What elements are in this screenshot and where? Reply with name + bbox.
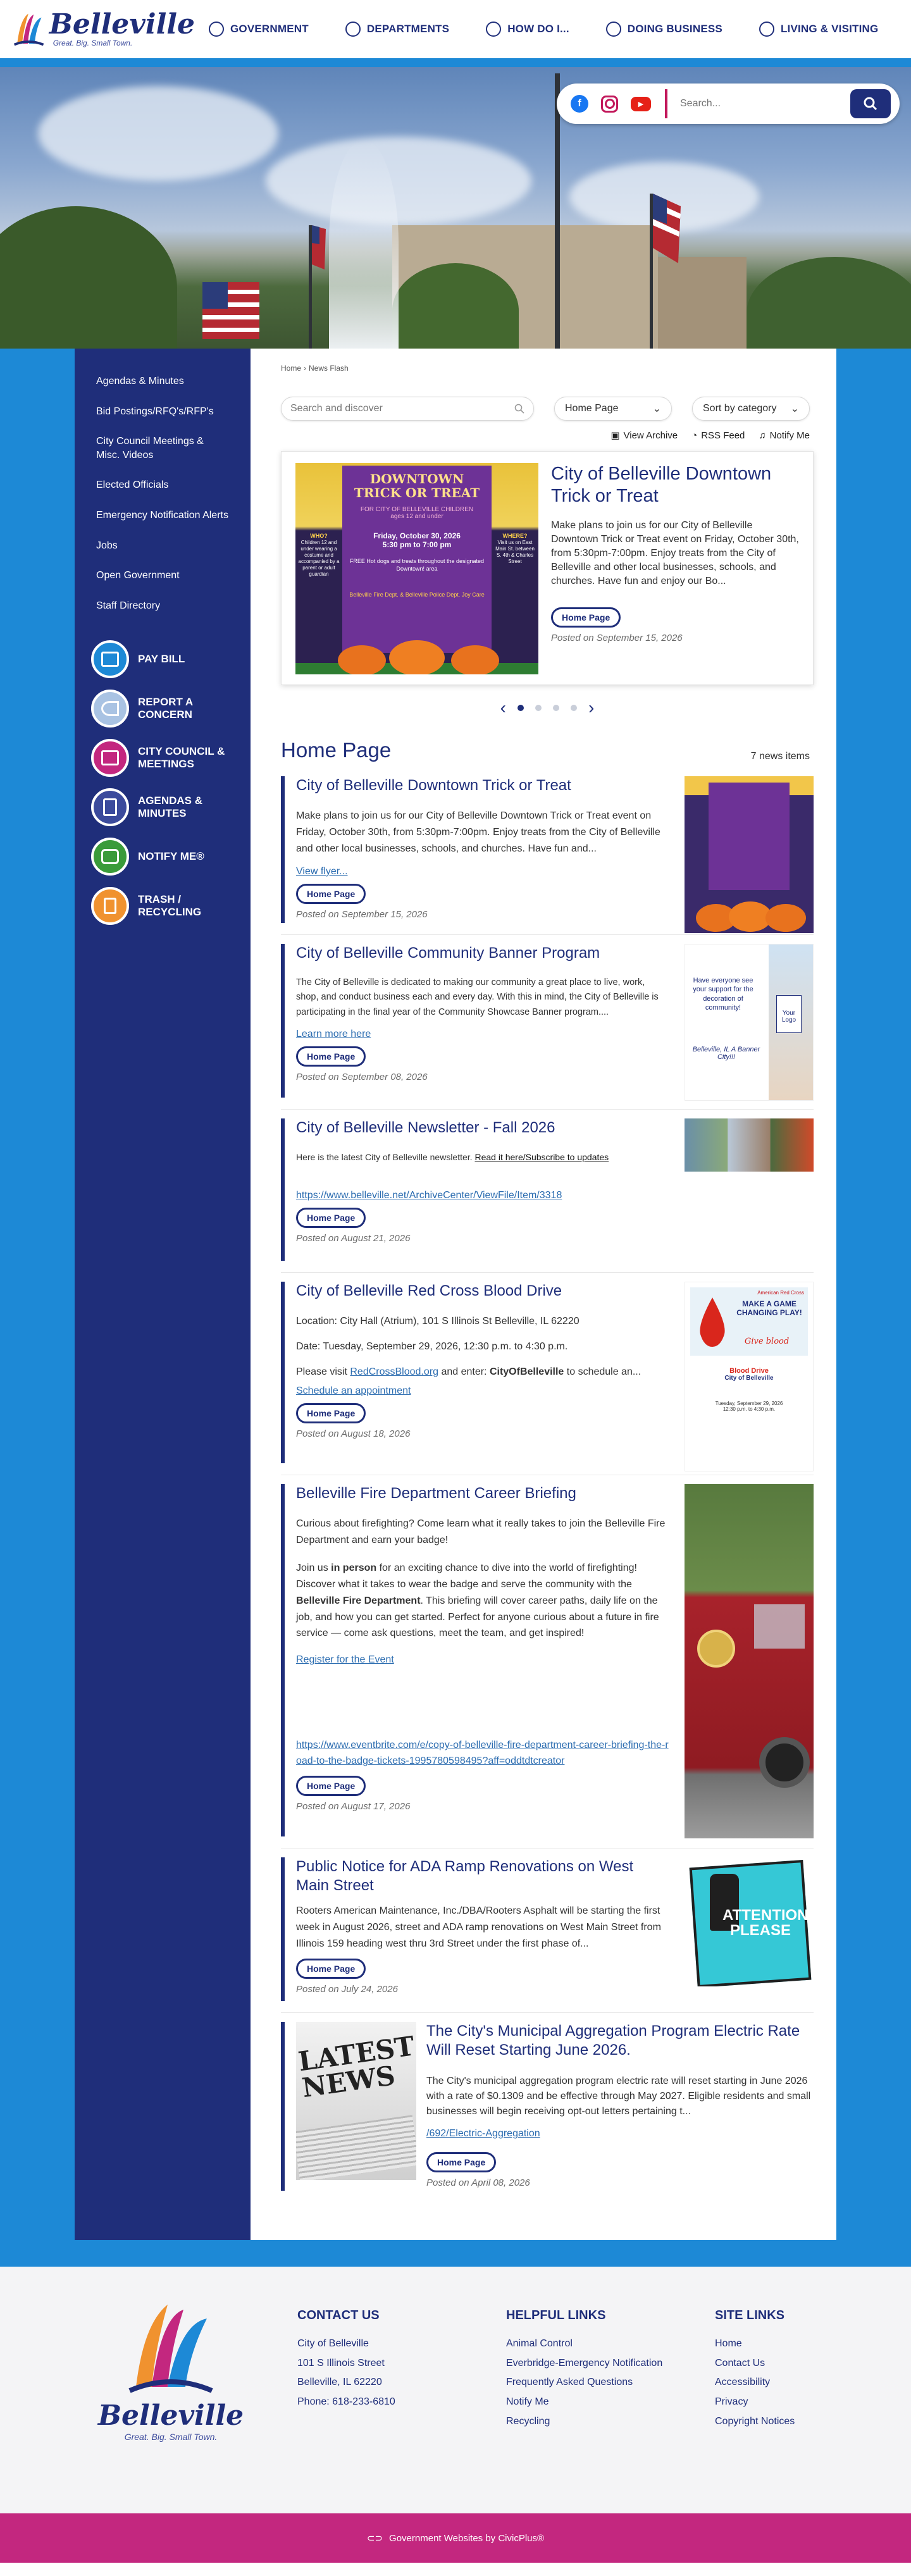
fire-text-c: for an exciting chance to dive into the world of firefighting! Discover what it takes to wear the badge and serve the community with the xyxy=(296,1562,637,1590)
civicplus-link[interactable]: Government Websites by CivicPlus® xyxy=(389,2532,545,2544)
footer-tagline: Great. Big. Small Town. xyxy=(124,2432,218,2442)
fire-description xyxy=(296,1560,669,1642)
flyer-line1: Blood Drive xyxy=(729,1367,769,1375)
site-header xyxy=(0,0,911,67)
banner-caption: Belleville, IL A Banner City!!! xyxy=(692,1046,760,1061)
content-band xyxy=(0,349,911,2240)
trick-or-treat-poster xyxy=(295,463,538,674)
rss-feed-link[interactable] xyxy=(691,430,745,441)
footer-contact-line: City of Belleville xyxy=(297,2338,369,2349)
news-title[interactable]: City of Belleville Community Banner Program xyxy=(296,944,600,962)
poster-footer: Belleville Fire Dept. & Belleville Police Dept. Joy Care xyxy=(349,591,485,598)
quick-link-label: PAY BILL xyxy=(138,653,185,666)
featured-title[interactable]: City of Belleville Downtown Trick or Treat xyxy=(551,464,772,506)
news-summary: Rooters American Maintenance, Inc./DBA/Rooters Asphalt will be starting the first week in August 2026, street and ADA ramp renovations on West Main Street from Illinois 159 heading west thru 3rd Street under the first phase of... xyxy=(296,1905,661,1949)
footer-link-faq[interactable]: Frequently Asked Questions xyxy=(506,2377,633,2388)
american-flag-icon xyxy=(202,282,259,339)
news-title[interactable]: The City's Municipal Aggregation Program Electric Rate Will Reset Starting June 2026. xyxy=(426,2022,800,2059)
news-title[interactable]: Belleville Fire Department Career Briefing xyxy=(296,1485,576,1502)
news-title[interactable]: City of Belleville Newsletter - Fall 2026 xyxy=(296,1119,555,1136)
flyer-line2: City of Belleville xyxy=(724,1375,774,1382)
news-title[interactable]: City of Belleville Downtown Trick or Treat xyxy=(296,777,571,794)
poster-sub2: ages 12 and under xyxy=(390,513,443,520)
news-link[interactable]: Learn more here xyxy=(296,1029,371,1040)
logo-wordmark: Belleville xyxy=(49,8,195,40)
quick-link-label: NOTIFY ME® xyxy=(138,850,204,863)
hero-toolbar xyxy=(557,84,900,124)
quick-link-pay-bill[interactable] xyxy=(75,635,251,684)
nav-circle-icon xyxy=(209,22,224,37)
sidebar-item-elected-officials[interactable]: Elected Officials xyxy=(96,480,169,491)
banner-logo-box: Your Logo xyxy=(776,995,802,1033)
news-item xyxy=(281,1475,814,1848)
featured-text-block xyxy=(551,463,799,673)
blood-drive-thumbnail xyxy=(685,1282,814,1471)
notify-me-link[interactable] xyxy=(759,430,810,441)
footer-link-animal-control[interactable]: Animal Control xyxy=(506,2338,573,2349)
belleville-logo-icon xyxy=(11,4,46,54)
site-footer xyxy=(0,2267,911,2513)
nav-doing-business[interactable] xyxy=(606,22,722,37)
sort-select-value: Sort by category xyxy=(703,403,777,414)
aggregation-text-block xyxy=(426,2022,814,2191)
nav-circle-icon xyxy=(486,22,501,37)
nav-circle-icon xyxy=(606,22,621,37)
chevron-down-icon: ⌄ xyxy=(652,404,661,414)
trash-icon xyxy=(91,887,129,925)
news-tag[interactable]: Home Page xyxy=(296,1046,366,1067)
category-select-value: Home Page xyxy=(565,403,619,414)
footer-link-notify-me[interactable]: Notify Me xyxy=(506,2396,549,2408)
newsletter-text: Here is the latest City of Belleville newsletter. xyxy=(296,1152,475,1162)
news-search-placeholder: Search and discover xyxy=(290,403,383,414)
youtube-icon[interactable]: ▶ xyxy=(631,97,651,111)
poster-date: Friday, October 30, 2026 xyxy=(373,531,461,540)
news-list xyxy=(281,767,814,2202)
breadcrumb-home[interactable]: Home xyxy=(281,364,302,373)
fountain-shape xyxy=(329,140,399,349)
tree-shape xyxy=(0,206,177,349)
sidebar-item-bid-postings[interactable]: Bid Postings/RFQ's/RFP's xyxy=(96,406,214,417)
view-archive-label: View Archive xyxy=(623,430,678,441)
site-logo[interactable] xyxy=(11,4,195,54)
archive-icon: ▣ xyxy=(610,430,620,441)
sidebar xyxy=(75,349,251,2240)
news-summary: The City's municipal aggregation program electric rate will reset starting in June 2026 with a rate of $0.1309 and be effective through May 2027. Eligible residents and small businesses will begin receiving opt-out letters pertaining t... xyxy=(426,2076,811,2117)
news-item xyxy=(281,934,814,1109)
news-body xyxy=(281,1857,669,2001)
view-archive-link[interactable] xyxy=(610,430,678,441)
poster-who: Children 12 and under wearing a costume and accompanied by a parent or adult guardian xyxy=(298,540,340,578)
quick-link-city-council[interactable] xyxy=(75,733,251,783)
nav-government[interactable] xyxy=(209,22,309,37)
news-tag[interactable]: Home Page xyxy=(426,2152,496,2172)
banner-program-thumbnail xyxy=(685,944,814,1101)
blood-drive-script: Give blood xyxy=(745,1337,790,1346)
footer-link-copyright[interactable]: Copyright Notices xyxy=(715,2415,795,2427)
nav-living-visiting[interactable] xyxy=(759,22,879,37)
quick-link-label: AGENDAS & MINUTES xyxy=(138,794,203,820)
calendar-icon xyxy=(91,739,129,777)
news-body xyxy=(281,1484,669,1836)
footer-wordmark: Belleville xyxy=(97,2400,244,2432)
latest-news-text: LATEST NEWS xyxy=(296,2030,416,2104)
document-icon xyxy=(91,788,129,826)
fire-text-b: in person xyxy=(331,1562,377,1573)
visit-mid: and enter: xyxy=(438,1366,490,1377)
poster-where-head: WHERE? xyxy=(502,533,528,539)
news-body xyxy=(281,2022,814,2191)
rss-icon: ◔ xyxy=(691,430,698,441)
footer-link-home[interactable]: Home xyxy=(715,2338,742,2349)
news-tag[interactable]: Home Page xyxy=(296,1959,366,1979)
poster-time: 5:30 pm to 7:00 pm xyxy=(382,540,452,549)
carousel-dot[interactable] xyxy=(535,705,542,711)
carousel-dot[interactable] xyxy=(553,705,559,711)
blood-drive-date: Date: Tuesday, September 29, 2026, 12:30 p.m. to 4:30 p.m. xyxy=(296,1341,568,1352)
news-tag[interactable]: Home Page xyxy=(296,1776,366,1796)
footer-contact-line: 101 S Illinois Street xyxy=(297,2357,385,2369)
news-item xyxy=(281,2012,814,2202)
carousel-dot[interactable] xyxy=(517,705,524,711)
news-actions xyxy=(281,430,814,441)
carousel-dot[interactable] xyxy=(571,705,577,711)
footer-link-contact[interactable]: Contact Us xyxy=(715,2357,765,2369)
news-item xyxy=(281,1109,814,1272)
fire-text-e: . This briefing will cover career paths, daily life on the job, and how you can get started. Perfect for anyone curious about a future in fire service — come ask questions, meet the team, and get inspired! xyxy=(296,1595,659,1639)
belleville-logo-icon xyxy=(123,2298,218,2400)
news-posted-date: Posted on September 08, 2026 xyxy=(296,1072,428,1083)
news-body xyxy=(281,1282,669,1463)
pumpkin-icon xyxy=(295,630,538,674)
content-wrapper xyxy=(75,349,836,2240)
poster-who-head: WHO? xyxy=(310,533,328,539)
footer-contact-line: Phone: 618-233-6810 xyxy=(297,2396,395,2408)
news-tag[interactable]: Home Page xyxy=(296,1208,366,1228)
nav-how-do-i[interactable] xyxy=(486,22,569,37)
social-links xyxy=(571,89,667,118)
fire-text-a: Join us xyxy=(296,1562,332,1573)
facebook-icon[interactable]: f xyxy=(571,95,588,113)
credit-card-icon xyxy=(91,640,129,678)
breadcrumb-current: News Flash xyxy=(309,364,349,373)
sidebar-item-agendas-minutes[interactable]: Agendas & Minutes xyxy=(96,376,184,387)
sidebar-item-jobs[interactable]: Jobs xyxy=(96,540,118,551)
quick-link-label: CITY COUNCIL & MEETINGS xyxy=(138,745,225,771)
fire-truck-thumbnail xyxy=(685,1484,814,1838)
newsletter-read-link[interactable]: Read it here/Subscribe to updates xyxy=(474,1152,609,1162)
news-body xyxy=(281,944,669,1098)
banner-text: Have everyone see your support for the decoration of community! xyxy=(693,977,753,1012)
visit-pre: Please visit xyxy=(296,1366,350,1377)
footer-link-recycling[interactable]: Recycling xyxy=(506,2415,550,2427)
footer-contact xyxy=(297,2298,456,2513)
featured-summary: Make plans to join us for our City of Belleville Downtown Trick or Treat event on Friday, October 30th, from 5:30pm-7:00pm. Enjoy treats from the City of Belleville and other local businesses, schools, and churches. Have fun and enjoy our Bo... xyxy=(551,519,799,586)
nav-circle-icon xyxy=(345,22,361,37)
news-posted-date: Posted on August 18, 2026 xyxy=(296,1428,411,1439)
newsletter-thumbnail xyxy=(685,1118,814,1172)
news-summary: The City of Belleville is dedicated to making our community a great place to live, work, shop, and conduct business each and every day. With this in mind, the City of Belleville is participating in the final year of the Community Showcase Banner program.... xyxy=(296,977,659,1017)
blood-drive-location: Location: City Hall (Atrium), 101 S Illinois St Belleville, IL 62220 xyxy=(296,1316,579,1327)
logo-tagline: Great. Big. Small Town. xyxy=(53,39,133,47)
rss-label: RSS Feed xyxy=(701,430,745,441)
blood-drop-icon xyxy=(697,1297,728,1348)
american-flag-icon xyxy=(653,194,681,263)
footer-link-accessibility[interactable]: Accessibility xyxy=(715,2377,771,2388)
footer-contact-heading: CONTACT US xyxy=(297,2308,380,2322)
nav-label: LIVING & VISITING xyxy=(780,23,879,35)
flag-pole xyxy=(555,73,560,349)
instagram-icon[interactable] xyxy=(601,96,618,113)
search-icon xyxy=(514,404,524,414)
american-flag-icon xyxy=(312,225,326,269)
news-tag[interactable]: Home Page xyxy=(296,1403,366,1423)
flyer-line3: Tuesday, September 29, 2026 xyxy=(715,1401,783,1406)
quick-links xyxy=(75,635,251,931)
news-link[interactable]: https://www.eventbrite.com/e/copy-of-belleville-fire-department-career-briefing-the-road-to-the-badge-tickets-1995780598495?aff=oddtdtcreator xyxy=(296,1740,669,1767)
footer-helpful-links xyxy=(506,2298,664,2513)
footer-site-links xyxy=(715,2298,873,2513)
register-link[interactable]: Register for the Event xyxy=(296,1654,394,1666)
site-search-button[interactable] xyxy=(850,89,891,118)
poster-where: Visit us on East Main St. between S. 4th & Charles Street xyxy=(495,540,535,565)
chevron-left-icon[interactable]: ‹ xyxy=(500,698,506,717)
search-icon xyxy=(864,97,877,111)
footer-logo[interactable] xyxy=(95,2298,247,2513)
fire-intro: Curious about firefighting? Come learn what it really takes to join the Belleville Fire Department and earn your badge! xyxy=(296,1518,666,1545)
featured-posted-date: Posted on September 15, 2026 xyxy=(551,632,683,643)
news-body xyxy=(281,776,669,923)
news-section-header xyxy=(281,738,814,762)
news-body xyxy=(281,1118,669,1261)
chat-icon xyxy=(91,838,129,876)
main-nav xyxy=(209,22,878,37)
news-tag[interactable]: Home Page xyxy=(296,884,366,904)
pumpkin-icon xyxy=(685,889,814,933)
visit-post: to schedule an... xyxy=(564,1366,641,1377)
featured-news-card[interactable] xyxy=(281,451,814,685)
quick-link-report-concern[interactable] xyxy=(75,684,251,733)
quick-link-label: TRASH / RECYCLING xyxy=(138,893,202,919)
fire-text-d: Belleville Fire Department xyxy=(296,1595,421,1606)
news-title[interactable]: Public Notice for ADA Ramp Renovations on West Main Street xyxy=(296,1858,634,1894)
site-search-input[interactable] xyxy=(667,98,850,109)
sidebar-item-council-videos[interactable]: City Council Meetings & Misc. Videos xyxy=(96,436,204,461)
redcross-badge: American Red Cross xyxy=(757,1290,804,1296)
chevron-right-icon[interactable]: › xyxy=(588,698,595,717)
news-title[interactable]: City of Belleville Red Cross Blood Drive xyxy=(296,1282,562,1299)
news-item xyxy=(281,767,814,934)
carousel-controls xyxy=(281,699,814,717)
footer-site-heading: SITE LINKS xyxy=(715,2308,785,2322)
nav-circle-icon xyxy=(759,22,774,37)
sidebar-item-staff-directory[interactable]: Staff Directory xyxy=(96,600,161,611)
building-shape xyxy=(658,257,747,349)
main-content xyxy=(251,349,836,2240)
poster-title: DOWNTOWN TRICK OR TREAT xyxy=(354,471,480,500)
sort-select[interactable] xyxy=(692,397,810,421)
breadcrumb: Home › News Flash xyxy=(281,364,349,373)
section-title: Home Page xyxy=(281,738,392,762)
footer-link-everbridge[interactable]: Everbridge-Emergency Notification xyxy=(506,2357,663,2369)
news-count: 7 news items xyxy=(750,751,810,762)
news-filters xyxy=(281,397,814,421)
nav-label: GOVERNMENT xyxy=(230,23,309,35)
chevron-down-icon: ⌄ xyxy=(790,404,799,414)
blood-drive-headline: MAKE A GAME CHANGING PLAY! xyxy=(736,1299,802,1317)
news-item xyxy=(281,1848,814,2012)
flyer-line4: 12:30 p.m. to 4:30 p.m. xyxy=(722,1406,776,1412)
quick-link-notify-me[interactable] xyxy=(75,832,251,881)
news-link[interactable]: Schedule an appointment xyxy=(296,1385,411,1396)
news-summary xyxy=(296,1150,669,1165)
footer-contact-line: Belleville, IL 62220 xyxy=(297,2377,382,2388)
credit-bar xyxy=(0,2513,911,2563)
nav-label: HOW DO I... xyxy=(507,23,569,35)
quick-link-trash[interactable] xyxy=(75,881,251,931)
redcross-link[interactable]: RedCrossBlood.org xyxy=(350,1366,438,1377)
news-posted-date: Posted on July 24, 2026 xyxy=(296,1983,398,1995)
civicplus-icon: ⊂⊃ xyxy=(366,2533,383,2544)
tree-shape xyxy=(747,257,911,349)
category-select[interactable] xyxy=(554,397,672,421)
quick-link-label: REPORT A CONCERN xyxy=(138,695,193,721)
latest-news-thumbnail xyxy=(296,2022,416,2180)
poster-free: FREE Hot dogs and treats throughout the designated Downtown! area xyxy=(349,558,485,572)
news-summary: Make plans to join us for our City of Belleville Downtown Trick or Treat event on Friday, October 30th, from 5:30pm-7:00pm. Enjoy treats from the City of Belleville and other local businesses, schools, and churches. Have fun and... xyxy=(296,810,660,854)
attention-thumbnail xyxy=(685,1857,814,1986)
blood-drive-instructions xyxy=(296,1364,669,1380)
news-search-input[interactable] xyxy=(281,397,534,421)
notify-label: Notify Me xyxy=(769,430,810,441)
footer-link-privacy[interactable]: Privacy xyxy=(715,2396,748,2408)
news-link[interactable]: View flyer... xyxy=(296,865,348,877)
nav-label: DOING BUSINESS xyxy=(627,23,722,35)
bell-icon: ♫ xyxy=(759,430,766,441)
footer-gap xyxy=(0,2240,911,2267)
cloud-shape xyxy=(266,137,531,225)
sidebar-item-emergency-alerts[interactable]: Emergency Notification Alerts xyxy=(96,509,228,521)
trick-or-treat-thumbnail xyxy=(685,776,814,933)
attention-text: ATTENTION PLEASE xyxy=(722,1907,809,1939)
hero-banner xyxy=(0,67,911,349)
featured-tag[interactable]: Home Page xyxy=(551,607,621,628)
news-posted-date: Posted on August 17, 2026 xyxy=(296,1800,411,1812)
megaphone-icon xyxy=(91,690,129,728)
news-posted-date: Posted on September 15, 2026 xyxy=(296,908,428,920)
news-link[interactable]: https://www.belleville.net/ArchiveCenter/ViewFile/Item/3318 xyxy=(296,1189,562,1201)
news-link[interactable]: /692/Electric-Aggregation xyxy=(426,2128,540,2139)
nav-label: DEPARTMENTS xyxy=(366,23,450,35)
news-posted-date: Posted on August 21, 2026 xyxy=(296,1232,411,1244)
sidebar-item-open-government[interactable]: Open Government xyxy=(96,570,180,581)
news-posted-date: Posted on April 08, 2026 xyxy=(426,2177,530,2188)
nav-departments[interactable] xyxy=(345,22,449,37)
cloud-shape xyxy=(38,86,278,181)
news-item xyxy=(281,1272,814,1475)
quick-link-agendas[interactable] xyxy=(75,783,251,832)
footer-helpful-heading: HELPFUL LINKS xyxy=(506,2308,606,2322)
poster-sub1: FOR CITY OF BELLEVILLE CHILDREN xyxy=(360,506,474,513)
sponsor-code: CityOfBelleville xyxy=(489,1366,564,1377)
